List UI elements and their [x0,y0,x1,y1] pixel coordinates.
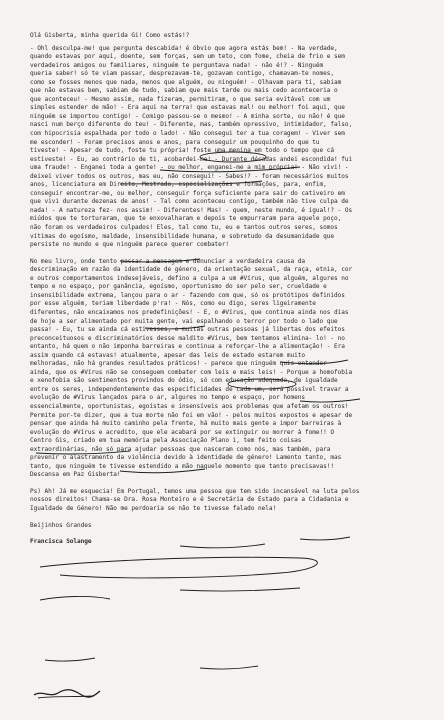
closing-text: Beijinhos Grandes [30,521,92,529]
paragraph-1 [30,45,422,250]
letter-line: passa! - Eu, tu se ainda cá estivesses, e muitas outras pessoas já libertas dos efeitos [30,326,345,334]
letter-line: Igualdade de Género! Não me perdoaria se não te tivesse falado nela! [30,504,277,512]
letter-line: que não estavas bem, sabiam de tudo, sabiam que mais tarde ou mais cedo aconteceria o [30,87,338,95]
letter-line: No meu livro, onde tento passar a mensagem e denunciar a verdadeira causa da [30,257,306,265]
letter-line: deixei viver todos os outros, mas eu, não consegui! - Sabes!? - foram necessários muitos [30,172,349,180]
letter-line: prevenir o alastramento da violência devido à identidade de género! Lamento tanto, mas [30,454,342,462]
letter-line: tempo e no espaço, por ganância, egoísmo, oportunismo do ser pelo ser, crueldade e [30,283,327,291]
letter-line: e xenofobia são sentimentos provindos do ódio, só com educação adequada, de igualdade [30,377,338,385]
paragraph-2 [30,258,422,480]
letter-line: assim quando cá estavas! atualmente, apesar das leis de estado estarem muito [30,351,306,359]
letter-line: descriminação em razão da identidade de género, da orientação sexual, da raça, etnia, cor [30,266,353,274]
letter-line: nossos direitos! Chama-se Dra. Rosa Monteiro e é Secretária de Estado para a Cidadania e [30,496,349,504]
letter-line: evolução de #Vírus lançados para o ar, algures no tempo e espaço, por homens [30,394,306,402]
letter-line: essencialmente, oportunistas, egoístas e insensíveis aos problemas que afetam os outros! [30,402,349,410]
letter-line: Permite por-te dizer, que a tua morte não foi em vão! - pelos muitos expostos e apesar de [30,411,353,419]
letter-line: - Ohl desculpa-me! que pergunta descabida! é óbvio que agora estás bem! - Na verdade, [30,44,338,52]
letter-line: ainda, que os #Vírus não se conseguem combater com leis e mais leis! - Porque a homofobia [30,368,353,376]
letter-line: pensar que ainda há muito caminho pela frente, há muito mais gente a impor barreiras à [30,420,342,428]
letter-line: com hipocrisia espalhada por todo o lado! - Não consegui ter a tua coragem! - Viver sem [30,130,345,138]
letter-line: tiveste! - Apesar de tudo, foste tu própria! foste uma menina em todo o tempo que cá [30,147,334,155]
letter-line: insensibilidade extrema, lançou para o ar - fazendo com que, só os protótipos definidos [30,291,345,299]
letter-line: nada! - A natureza fez- nos assim! - Diferentes! Mas! - quem, neste mundo, é igual!? - Os [30,206,353,214]
letter-line: diferentes, não encaixamos nos predefinições! - E, o #Vírus, que continua ainda nos dias [30,308,349,316]
letter-line: Ps) Ah! Já me esquecia! Em Portugal, temos uma pessoa que tem sido incansável na luta pelos [30,487,360,495]
letter-line: e outros comportamentos indesejáveis, defino a culpa a um #Vírus, que alguém, algures no [30,274,349,282]
letter-line: preconceituosos e discriminatórios desse maldito #Vírus, bem tentamos elimina- lo! - no [30,334,345,342]
letter-line: como se fosses menos que nada, menos que alguém, ou ninguém! - Olhavam para ti, sabiam [30,78,342,86]
letter-line: tanto, que ninguém te tivesse estendido a mão naquele momento que tanto precisavas!! [30,462,334,470]
letter-line: uma fraude! - Enganei toda a gente! - ou melhor, enganei-me a mim própria! - Não vivi! - [30,164,349,172]
letter-line: Descansa em Paz Gisberta! [30,471,121,479]
letter-line: queria saber! só te viam passar, desprezavam-te, gozavam contigo, chamavam-te nomes, [30,70,334,78]
letter-line: não foram os verdadeiros culpados! Eles, tal como tu, eu e tantos outros seres, somos [30,224,338,232]
letter-line: que aconteceu! - Mesmo assim, nada fizeram, permitiram, o que seria evitável com um [30,95,331,103]
letter-line: anos, licenciatura em Direito, Mestrado, especializações e formações, para, enfim, [30,181,327,189]
letter-line: que vivi durante dezenas de anos! - Tal como aconteceu contigo, também não tive culpa de [30,198,349,206]
letter-line: vítimas do egoísmo, maldade, insensibilidade humana, e sobretudo da desumanidade que [30,232,334,240]
letter-line: extraordinárias, não só para ajudar pessoas que nasceram como nós, mas também, para [30,445,331,453]
letter-line: simples estender de mão! - Era aqui na terra! que estavas mal! ou melhor! foi aqui, que [30,104,345,112]
letter-line: persiste no mundo e que ninguém parece querer combater! [30,241,230,249]
letter-greeting: Olá Gisberta, minha querida Gi! Como estás!? [30,32,190,39]
letter-line: verdadeiros amigos ou familiares, ninguém te perguntava nada! - não é!? - Ninguém [30,61,324,69]
letter-line: quando estavas por aqui, doente, sem forças, sem um teto, com fome, cheia de frio e sem [30,53,345,61]
signature-scribble-icon [32,686,102,702]
letter-line: miúdos que te torturaram, que te enxovalharam e depois te empurraram para aquele poço, [30,215,342,223]
signature-name: Francisca Solange [30,538,92,546]
letter-line: de hoje a ser alimentado por muita gente, vai espalhando o terror por todo o lado que [30,317,338,325]
letter-line: entanto, há quem o não imponha barreiras e continua a reforçar-lhe a alimentação! - Era [30,343,345,351]
letter-line: entre os seres, independentemente das especificidades de cada um, será possível travar a [30,385,349,393]
letter-line: conseguir encontrar-me, ou melhor, conseguir força suficiente para sair do cativeiro em [30,189,345,197]
letter-line: nasci num berço diferente do teu! - Diferente, mas, também opressivo, intimidador, falso, [30,121,353,129]
postscript [30,488,422,514]
letter-line: ninguém se importou contigo! - Comigo passou-se o mesmo! - A minha sorte, ou não! é que [30,112,345,120]
letter-line: estiveste! - Eu, ao contrário de ti, acobardei-me! - Durante décadas andei escondida! fui [30,155,353,163]
letter-line: me esconder! - Foram precisos anos e anos, para conseguir um pouquinho do que tu [30,138,320,146]
letter-line: Centro Gis, criado em tua memória pela Associação Plano i, tem feito coisas [30,437,302,445]
letter-line: melhoradas, não há grandes resultados práticos! - parece que ninguém quis entender [30,360,327,368]
letter-line: por esse alguém, teriam liberdade p'ra! - Nós, como eu digo, seres ligeiramente [30,300,316,308]
letter-line: evolução do #Vírus e acredito, que ele acabará por se extinguir ou morrer à fome!! O [30,428,334,436]
